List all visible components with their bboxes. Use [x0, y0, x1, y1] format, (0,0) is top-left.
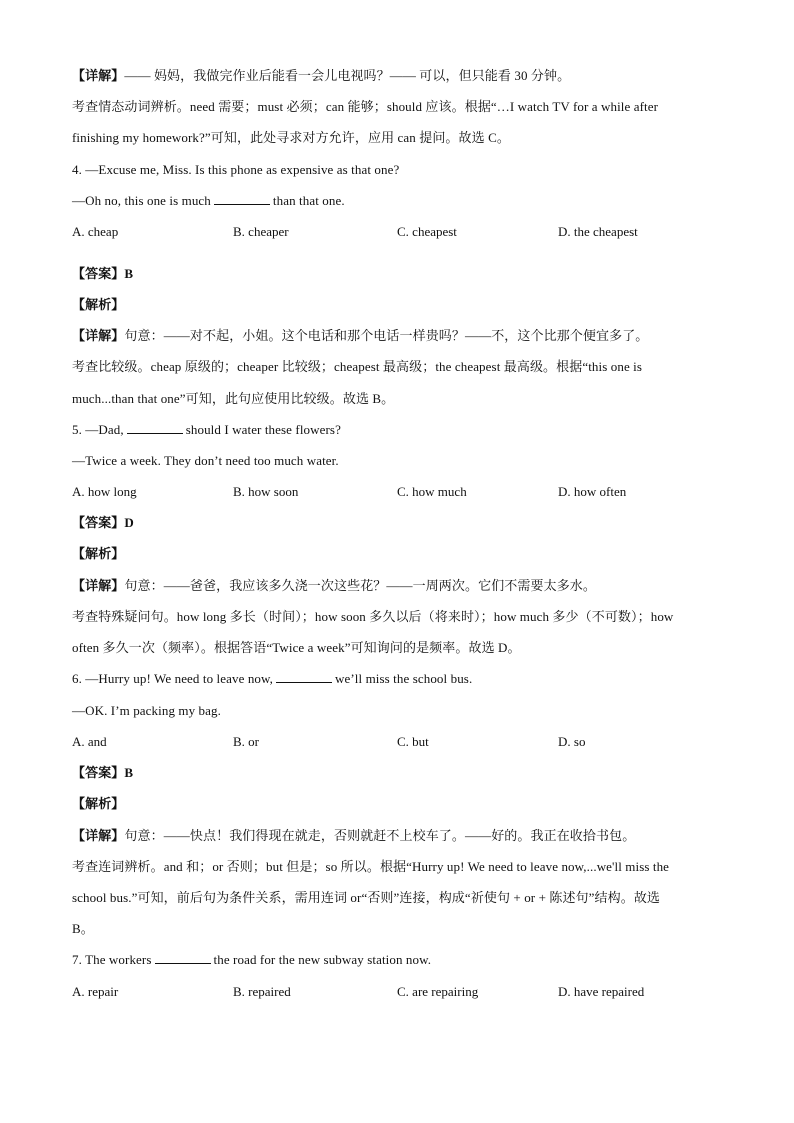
option-a: A. repair: [72, 984, 119, 999]
answer-blank: [127, 421, 183, 434]
option-c: C. cheapest: [397, 224, 457, 239]
question-stem: [72, 670, 734, 688]
option-d: D. have repaired: [558, 984, 645, 999]
option-b: B. or: [233, 734, 259, 749]
option-a: A. and: [72, 734, 107, 749]
detail-text: —— 妈妈，我做完作业后能看一会儿电视吗？—— 可以，但只能看 30 分钟。: [124, 68, 571, 83]
option-b: B. how soon: [233, 484, 299, 499]
detail-line: [72, 827, 734, 845]
detail-tag: 【详解】: [72, 328, 125, 343]
explanation-line: 考查特殊疑问句。how long 多长（时间）；how soon 多久以后（将来时）；how much 多少（不可数）；how: [72, 609, 674, 624]
answer-label: 【答案】B: [72, 765, 134, 780]
question-stem: [72, 951, 734, 969]
explanation-line: school bus.”可知，前后句为条件关系，需用连词 or“否则”连接，构成“祈使句 + or + 陈述句”结构。故选: [72, 890, 661, 905]
question-dialogue: —Twice a week. They don’t need too much water.: [72, 453, 339, 468]
option-d: D. so: [558, 734, 586, 749]
option-d: D. how often: [558, 484, 627, 499]
detail-line: [72, 327, 734, 345]
analysis-label: 【解析】: [72, 546, 125, 561]
analysis-label: 【解析】: [72, 297, 125, 312]
detail-text: 句意：——对不起，小姐。这个电话和那个电话一样贵吗？——不，这个比那个便宜多了。: [124, 328, 649, 343]
stem-text: 6. —Hurry up! We need to leave now,: [72, 671, 274, 686]
answer-label: 【答案】B: [72, 266, 134, 281]
detail-line: [72, 577, 734, 595]
dialogue-text: —Oh no, this one is much: [72, 193, 211, 208]
option-a: A. cheap: [72, 224, 119, 239]
option-b: B. cheaper: [233, 224, 289, 239]
stem-text: should I water these flowers?: [185, 422, 341, 437]
detail-tag: 【详解】: [72, 578, 125, 593]
dialogue-text: than that one.: [272, 193, 345, 208]
explanation-line: often 多久一次（频率）。根据答语“Twice a week”可知询问的是频率。故选 D。: [72, 640, 521, 655]
explanation-line: finishing my homework?”可知，此处寻求对方允许，应用 can 提问。故选 C。: [72, 130, 510, 145]
question-stem: 4. —Excuse me, Miss. Is this phone as expensive as that one?: [72, 162, 400, 177]
stem-text: the road for the new subway station now.: [213, 952, 432, 967]
question-stem: [72, 421, 734, 439]
option-d: D. the cheapest: [558, 224, 638, 239]
question-dialogue: [72, 192, 734, 210]
stem-text: 7. The workers: [72, 952, 152, 967]
answer-blank: [155, 951, 211, 964]
option-c: C. are repairing: [397, 984, 479, 999]
option-a: A. how long: [72, 484, 137, 499]
explanation-line: 考查比较级。cheap 原级的；cheaper 比较级；cheapest 最高级；the cheapest 最高级。根据“this one is: [72, 359, 643, 374]
stem-text: we’ll miss the school bus.: [335, 671, 473, 686]
explanation-line: 考查连词辨析。and 和；or 否则；but 但是；so 所以。根据“Hurry up! We need to leave now,...we'll miss the: [72, 859, 670, 874]
option-b: B. repaired: [233, 984, 291, 999]
answer-blank: [214, 192, 270, 205]
question-dialogue: —OK. I’m packing my bag.: [72, 703, 221, 718]
analysis-label: 【解析】: [72, 796, 125, 811]
option-c: C. how much: [397, 484, 467, 499]
option-c: C. but: [397, 734, 429, 749]
answer-blank: [276, 670, 332, 683]
answer-label: 【答案】D: [72, 515, 134, 530]
stem-text: 5. —Dad,: [72, 422, 124, 437]
detail-line: [72, 67, 734, 85]
explanation-line: 考查情态动词辨析。need 需要；must 必须；can 能够；should 应该。根据“…I watch TV for a while after: [72, 99, 659, 114]
detail-text: 句意：——快点！我们得现在就走，否则就赶不上校车了。——好的。我正在收拾书包。: [124, 828, 636, 843]
explanation-line: B。: [72, 921, 94, 936]
detail-text: 句意：——爸爸，我应该多久浇一次这些花？——一周两次。它们不需要太多水。: [124, 578, 597, 593]
explanation-line: much...than that one”可知，此句应使用比较级。故选 B。: [72, 391, 395, 406]
detail-tag: 【详解】: [72, 68, 125, 83]
detail-tag: 【详解】: [72, 828, 125, 843]
